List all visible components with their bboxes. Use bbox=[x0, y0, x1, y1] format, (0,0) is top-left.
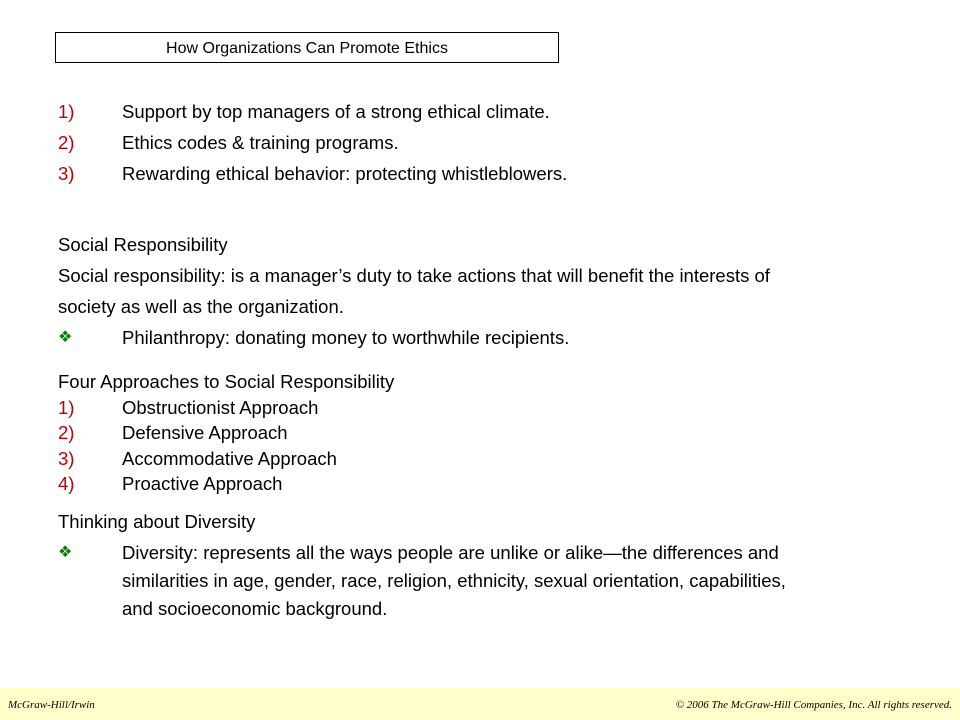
definition-line: Social responsibility: is a manager’s duty to take actions that will benefit the interests of bbox=[58, 265, 770, 286]
section-heading: Four Approaches to Social Responsibility bbox=[58, 371, 395, 392]
ethics-list bbox=[58, 96, 567, 189]
section-heading: Social Responsibility bbox=[58, 234, 228, 255]
definition-line: society as well as the organization. bbox=[58, 296, 344, 317]
list-number: 4) bbox=[58, 473, 75, 494]
list-item-text: Proactive Approach bbox=[122, 473, 283, 494]
list-item-text: Rewarding ethical behavior: protecting whistleblowers. bbox=[122, 163, 568, 184]
list-item bbox=[58, 471, 394, 497]
bullet-item bbox=[58, 539, 786, 623]
list-item bbox=[58, 158, 567, 189]
list-item-text: Accommodative Approach bbox=[122, 447, 337, 469]
list-item-text: Obstructionist Approach bbox=[122, 396, 319, 418]
diamond-bullet-icon: ❖ bbox=[58, 329, 73, 346]
diversity-section bbox=[58, 508, 786, 623]
list-item-text: Support by top managers of a strong ethical climate. bbox=[122, 101, 550, 122]
section-heading: Thinking about Diversity bbox=[58, 511, 256, 532]
list-item bbox=[58, 420, 394, 446]
list-item bbox=[58, 446, 394, 472]
list-number: 3) bbox=[58, 447, 75, 469]
diamond-bullet-icon: ❖ bbox=[58, 544, 73, 561]
bullet-item bbox=[58, 322, 770, 353]
bullet-text-line: similarities in age, gender, race, religion, ethnicity, sexual orientation, capabilities, bbox=[122, 570, 786, 591]
footer-bar bbox=[0, 688, 960, 720]
list-item bbox=[58, 96, 567, 127]
list-item bbox=[58, 395, 394, 421]
list-item-text: Defensive Approach bbox=[122, 422, 288, 443]
list-number: 1) bbox=[58, 101, 75, 122]
list-item bbox=[58, 127, 567, 158]
list-number: 3) bbox=[58, 163, 75, 184]
social-responsibility-section bbox=[58, 229, 770, 353]
bullet-text-line: and socioeconomic background. bbox=[122, 598, 388, 619]
approaches-section bbox=[58, 369, 394, 497]
list-number: 2) bbox=[58, 422, 75, 443]
bullet-text-line: Diversity: represents all the ways people are unlike or alike—the differences and bbox=[122, 542, 779, 563]
list-number: 2) bbox=[58, 132, 75, 153]
bullet-text: Philanthropy: donating money to worthwhile recipients. bbox=[122, 327, 570, 348]
list-number: 1) bbox=[58, 396, 75, 418]
copyright-notice: © 2006 The McGraw-Hill Companies, Inc. All rights reserved. bbox=[675, 699, 952, 711]
slide-title: How Organizations Can Promote Ethics bbox=[55, 32, 559, 63]
publisher-label: McGraw-Hill/Irwin bbox=[8, 699, 95, 711]
list-item-text: Ethics codes & training programs. bbox=[122, 132, 399, 153]
